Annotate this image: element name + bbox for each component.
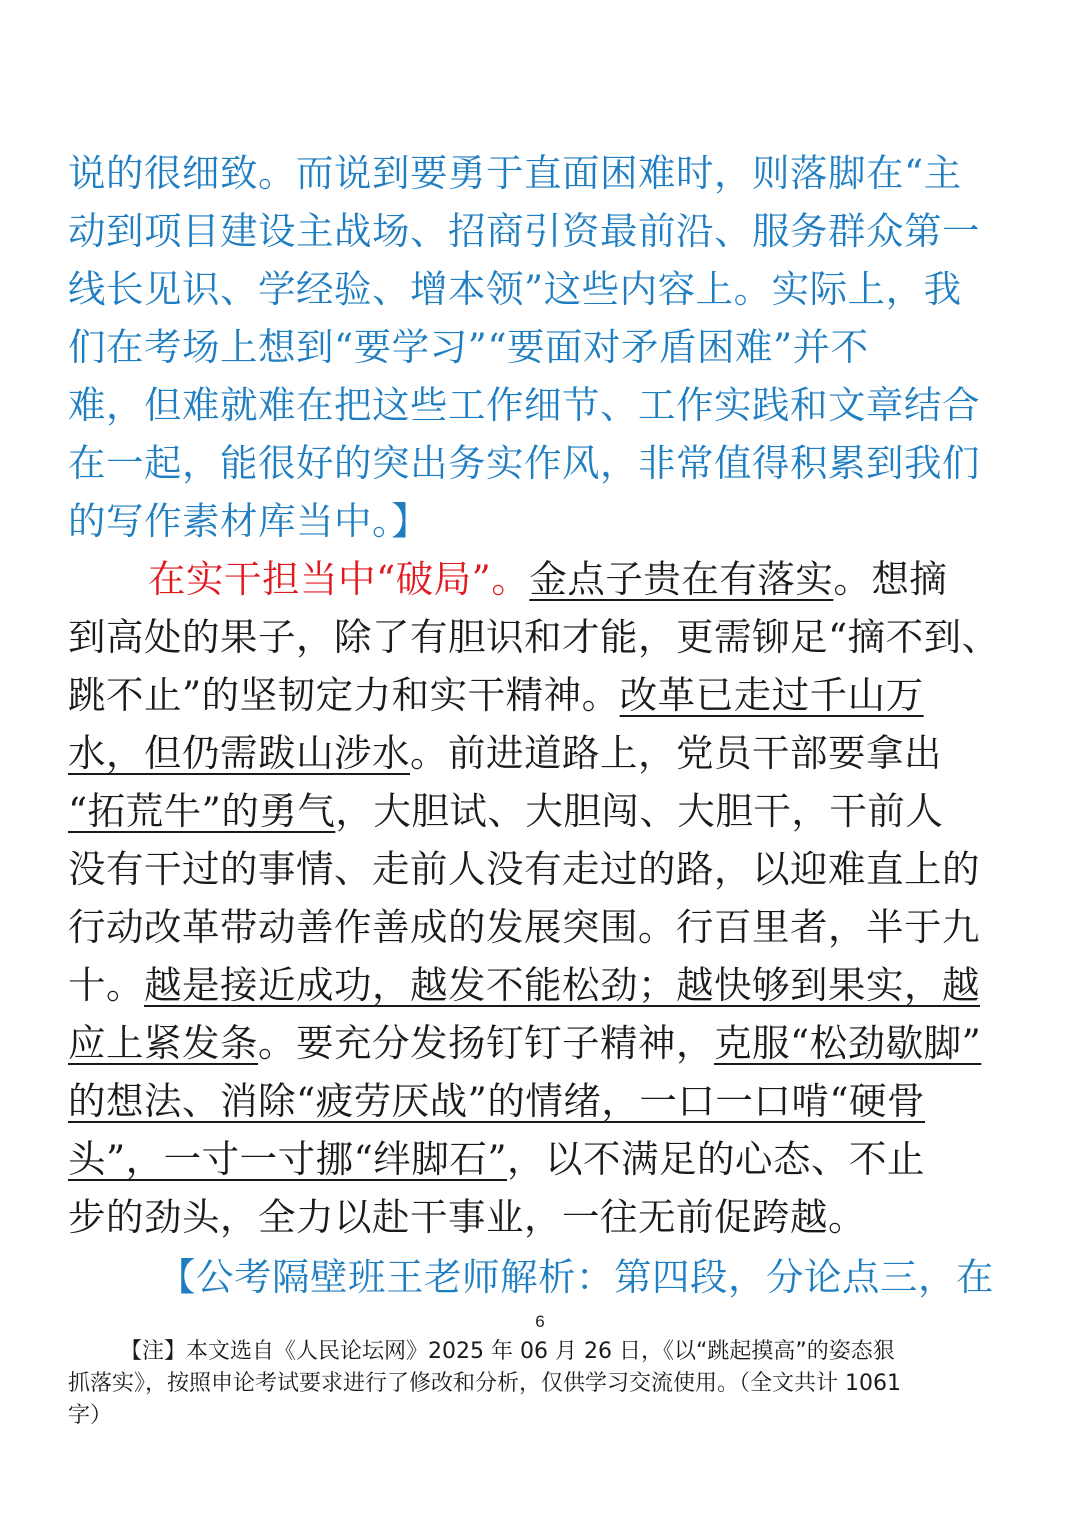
paragraph-line xyxy=(68,1136,925,1182)
text-run: 十。 xyxy=(68,963,144,1007)
section-heading: 在实干担当中“破局”。 xyxy=(148,557,530,601)
analysis-line: 动到项目建设主战场、招商引资最前沿、服务群众第一 xyxy=(68,209,980,253)
text-run: 。想摘 xyxy=(833,557,948,601)
text-run: 。要充分发扬钉钉子精神， xyxy=(258,1021,714,1065)
footnote xyxy=(68,1336,1018,1432)
analysis-line: 线长见识、学经验、增本领”这些内容上。实际上，我 xyxy=(68,267,962,311)
paragraph-line: 没有干过的事情、走前人没有走过的路，以迎难直上的 xyxy=(68,847,980,891)
paragraph-line: 行动改革带动善作善成的发展突围。行百里者，半于九 xyxy=(68,905,980,949)
paragraph-line xyxy=(68,788,943,834)
analysis-line: 的写作素材库当中。】 xyxy=(68,499,430,543)
underlined-phrase: 水，但仍需跋山涉水 xyxy=(68,731,410,775)
footnote-line: 抓落实》，按照申论考试要求进行了修改和分析，仅供学习交流使用。（全文共计 1061 xyxy=(68,1371,901,1396)
analysis-line: 说的很细致。而说到要勇于直面困难时，则落脚在“主 xyxy=(68,151,962,195)
paragraph-line: 到高处的果子，除了有胆识和才能，更需铆足“摘不到、 xyxy=(68,615,1000,659)
text-run: ，以不满足的心态、不止 xyxy=(507,1137,926,1181)
paragraph-line xyxy=(68,962,980,1008)
underlined-phrase: 金点子贵在有落实 xyxy=(529,557,834,601)
underlined-phrase: “拓荒牛”的勇气 xyxy=(68,789,336,833)
underlined-phrase: 改革已走过千山万 xyxy=(619,673,924,717)
underlined-phrase: 越是接近成功，越发不能松劲；越快够到果实，越 xyxy=(144,963,980,1007)
page-number: 6 xyxy=(535,1312,545,1331)
paragraph-line xyxy=(68,1078,925,1124)
analysis-line: 难，但难就难在把这些工作细节、工作实践和文章结合 xyxy=(68,383,980,427)
underlined-phrase: 克服“松劲歇脚” xyxy=(714,1021,982,1065)
analysis-line: 们在考场上想到“要学习”“要面对矛盾困难”并不 xyxy=(68,325,869,369)
underlined-phrase: 应上紧发条 xyxy=(68,1021,258,1065)
paragraph-line xyxy=(68,1020,981,1066)
text-run: 。前进道路上，党员干部要拿出 xyxy=(410,731,942,775)
paragraph-line xyxy=(68,672,924,718)
text-run: 跳不止”的坚韧定力和实干精神。 xyxy=(68,673,620,717)
underlined-phrase: 头”，一寸一寸挪“绊脚石” xyxy=(68,1137,508,1181)
analysis-line: 在一起，能很好的突出务实作风，非常值得积累到我们 xyxy=(68,441,980,485)
footnote-line: 【注】本文选自《人民论坛网》2025 年 06 月 26 日，《以“跳起摸高”的姿态狠 xyxy=(120,1339,895,1364)
paragraph-line: 步的劲头，全力以赴干事业，一往无前促跨越。 xyxy=(68,1195,866,1239)
underlined-phrase: 的想法、消除“疲劳厌战”的情绪，一口一口啃“硬骨 xyxy=(68,1079,926,1123)
text-run: ，大胆试、大胆闯、大胆干，干前人 xyxy=(335,789,944,833)
footnote-line: 字） xyxy=(68,1403,113,1428)
paragraph-line xyxy=(148,556,947,602)
analysis-line: 【公考隔壁班王老师解析：第四段，分论点三，在 xyxy=(158,1255,994,1299)
paragraph-line xyxy=(68,730,942,776)
